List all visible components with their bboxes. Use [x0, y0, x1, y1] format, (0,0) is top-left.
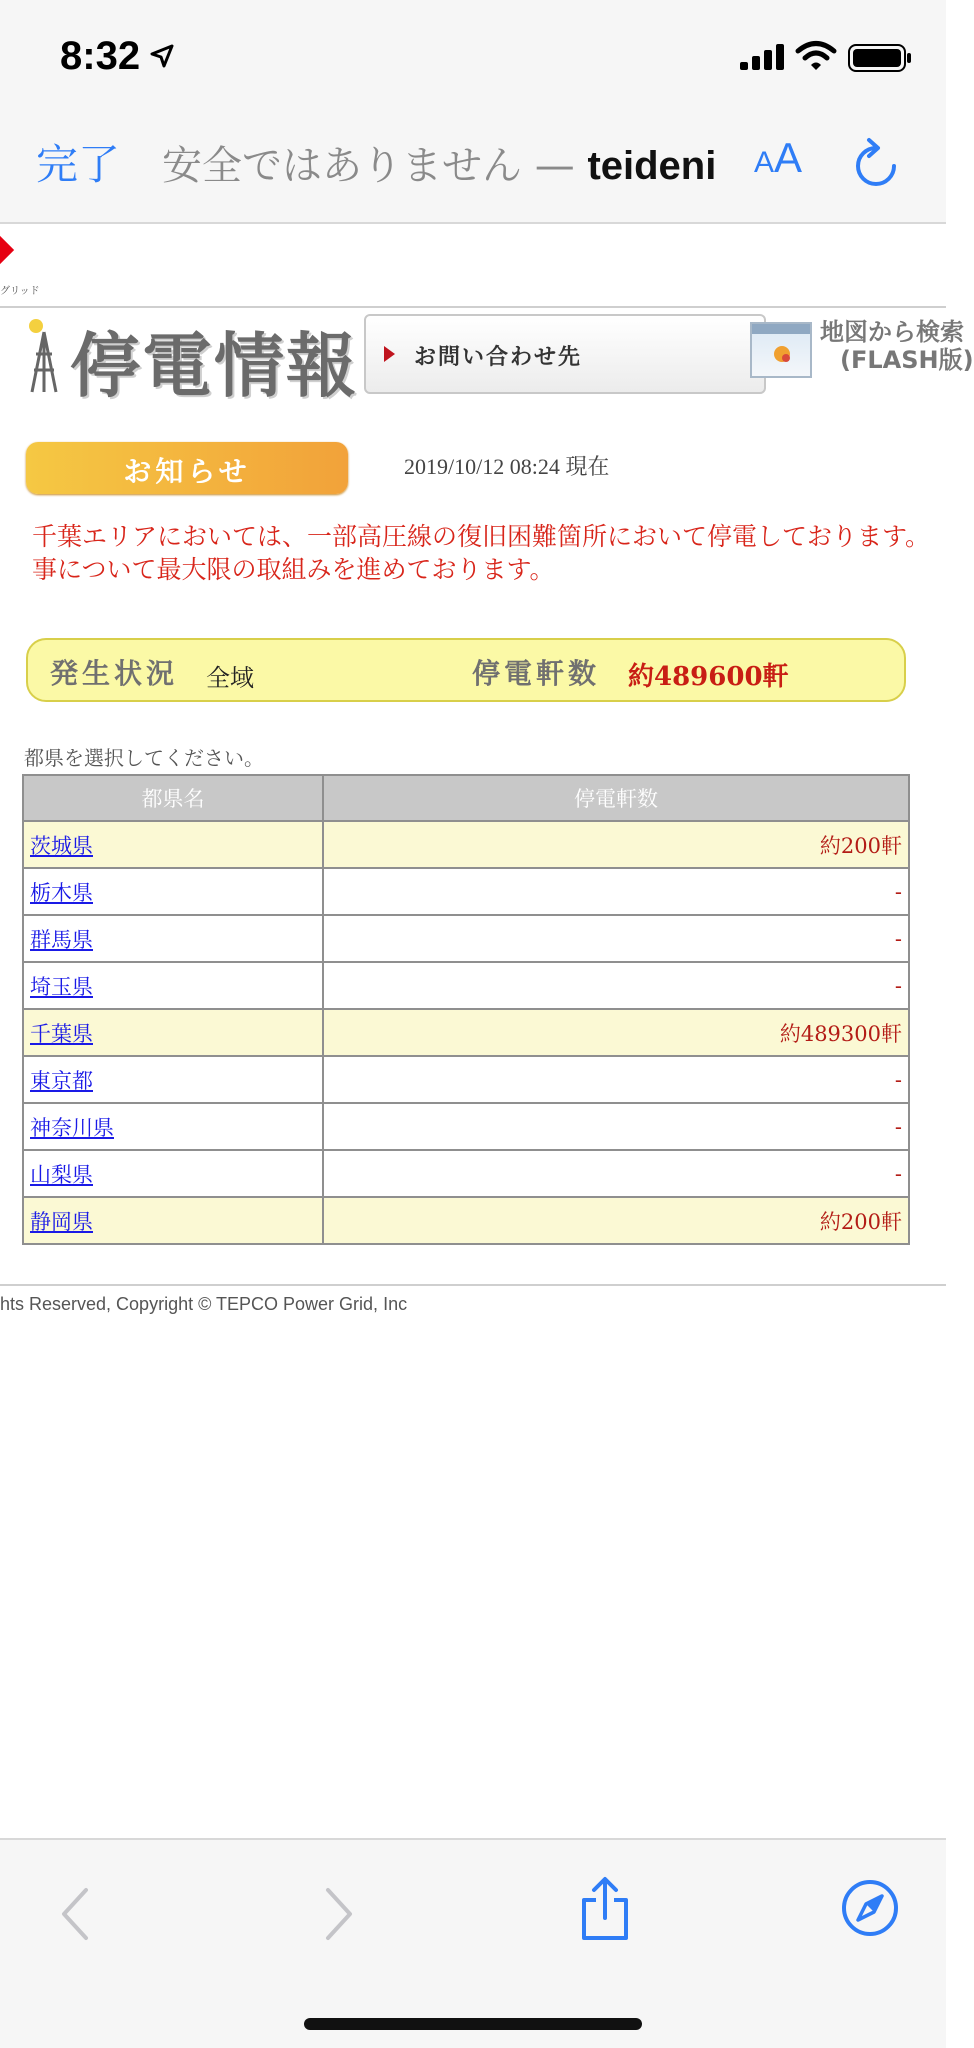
notice-label: お知らせ [123, 455, 251, 488]
url-domain: teideni [587, 144, 717, 188]
prefecture-link[interactable]: 群馬県 [30, 927, 93, 952]
map-search-link[interactable] [750, 314, 974, 398]
page-title: 停電情報 [70, 325, 358, 407]
outage-count-cell: - [323, 1103, 909, 1150]
status-area: 全域 [206, 664, 254, 692]
table-row [23, 915, 909, 962]
arrow-right-icon [384, 346, 395, 362]
table-row [23, 1150, 909, 1197]
outage-status-box [26, 638, 906, 702]
map-search-line2: (FLASH版) [840, 346, 974, 374]
battery-icon [848, 44, 912, 72]
map-search-line1: 地図から検索 [820, 318, 964, 346]
notice-message: 千葉エリアにおいては、一部高圧線の復旧困難箇所において停電しております。 事について最大限の取組みを進めております。 [32, 522, 931, 584]
not-secure-label: 安全ではありません — [162, 143, 588, 189]
outage-count-cell: 約200軒 [323, 1197, 909, 1244]
site-header [0, 226, 946, 308]
outage-count-cell: 約489300軒 [323, 1009, 909, 1056]
outage-count-cell: - [323, 868, 909, 915]
browser-top-bar [0, 108, 946, 224]
share-icon[interactable] [578, 1876, 632, 1942]
table-header-row [23, 775, 909, 821]
prefecture-link[interactable]: 神奈川県 [30, 1115, 114, 1140]
outage-count-cell: - [323, 962, 909, 1009]
logo-text: グリッド [0, 286, 40, 297]
table-row [23, 1009, 909, 1056]
prefecture-link[interactable]: 埼玉県 [30, 974, 93, 999]
update-timestamp: 2019/10/12 08:24 現在 [404, 454, 610, 479]
prefecture-table [22, 774, 910, 1245]
outage-count-cell: - [323, 1056, 909, 1103]
column-header-prefecture: 都県名 [23, 775, 323, 821]
footer-divider [0, 1284, 946, 1286]
browser-bottom-toolbar [0, 1838, 946, 2048]
outage-count-label: 停電軒数 [472, 657, 601, 690]
table-row [23, 962, 909, 1009]
table-row [23, 821, 909, 868]
notice-heading [26, 442, 348, 494]
text-size-button[interactable] [754, 134, 802, 182]
reload-icon[interactable] [852, 138, 900, 190]
column-header-outage-count: 停電軒数 [323, 775, 909, 821]
copyright-text: hts Reserved, Copyright © TEPCO Power Grid, Inc [0, 1294, 408, 1314]
text-size-small-glyph: A [754, 146, 775, 179]
contact-label: お問い合わせ先 [414, 345, 583, 370]
prefecture-link[interactable]: 茨城県 [30, 833, 93, 858]
map-icon [750, 322, 812, 378]
wifi-icon [796, 40, 836, 72]
prefecture-link[interactable]: 栃木県 [30, 880, 93, 905]
back-chevron-icon[interactable] [54, 1884, 98, 1944]
table-row [23, 1197, 909, 1244]
compass-icon[interactable] [840, 1878, 900, 1938]
forward-chevron-icon[interactable] [316, 1884, 360, 1944]
prefecture-link[interactable]: 東京都 [30, 1068, 93, 1093]
url-field[interactable] [162, 134, 722, 194]
power-tower-icon [22, 318, 66, 394]
table-row [23, 1056, 909, 1103]
home-indicator[interactable] [304, 2018, 642, 2030]
prefecture-link[interactable]: 山梨県 [30, 1162, 93, 1187]
outage-count-cell: - [323, 1150, 909, 1197]
text-size-big-glyph: A [774, 134, 803, 181]
prefecture-link[interactable]: 千葉県 [30, 1021, 93, 1046]
select-prompt: 都県を選択してください。 [24, 746, 264, 770]
page-banner [22, 310, 974, 407]
status-bar [0, 0, 946, 108]
contact-button[interactable] [364, 314, 766, 394]
table-row [23, 1103, 909, 1150]
tepco-logo-icon [0, 236, 14, 264]
table-row [23, 868, 909, 915]
clock-time: 8:32 [60, 34, 141, 78]
outage-count-cell: - [323, 915, 909, 962]
outage-count-value: 約489600軒 [628, 662, 789, 692]
cellular-signal-icon [740, 44, 786, 70]
done-button[interactable]: 完了 [36, 140, 121, 189]
location-arrow-icon [150, 44, 174, 68]
web-page [0, 226, 974, 1836]
outage-count-cell: 約200軒 [323, 821, 909, 868]
prefecture-link[interactable]: 静岡県 [30, 1209, 93, 1234]
status-label: 発生状況 [50, 657, 179, 690]
map-search-label [820, 318, 974, 374]
